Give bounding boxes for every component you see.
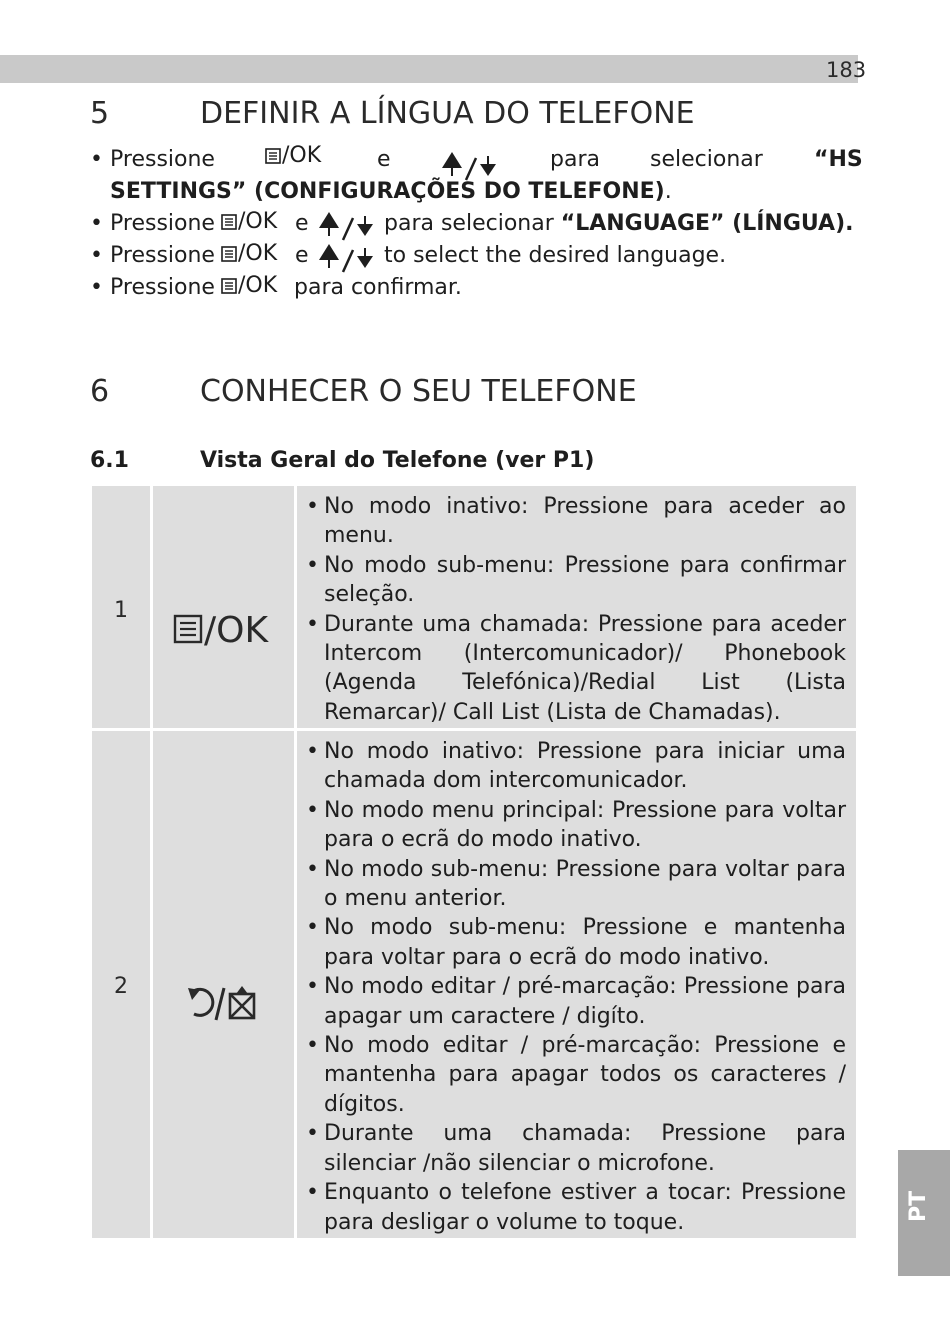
list-item: • No modo editar / pré-marcação: Pressione e mantenha para apagar todos os caracteres / dígitos.: [306, 1031, 846, 1119]
section-6-number: 6: [90, 374, 110, 409]
step-4-text: para confirmar.: [294, 275, 462, 300]
list-item: • No modo menu principal: Pressione para voltar para o ecrã do modo inativo.: [306, 796, 846, 855]
step-1-selecionar: selecionar: [650, 147, 763, 172]
step-1-hs: “HS: [814, 147, 863, 172]
menu-icon: [220, 213, 238, 231]
list-item: • No modo inativo: Pressione para aceder ao menu.: [306, 492, 846, 551]
ok-label: /OK: [282, 143, 322, 168]
row-1-number: 1: [114, 598, 128, 623]
step-3-e: e: [295, 243, 309, 268]
step-4: [90, 272, 860, 304]
subsection-number: 6.1: [90, 448, 129, 473]
list-item: • No modo sub-menu: Pressione e mantenha para voltar para o ecrã do modo inativo.: [306, 913, 846, 972]
step-2-pressione: Pressione: [110, 211, 215, 236]
step-2-plain: para selecionar: [384, 211, 561, 236]
back-delete-icon: [186, 984, 262, 1024]
step-2-bold: “LANGUAGE” (LÍNGUA).: [560, 211, 854, 236]
row-2-number: 2: [114, 974, 128, 999]
step-4-pressione: Pressione: [110, 275, 215, 300]
bullet-dot: •: [90, 275, 103, 300]
menu-ok-key: [264, 140, 321, 172]
menu-ok-key: [172, 610, 268, 651]
step-1: [90, 143, 863, 176]
list-item: • Durante uma chamada: Pressione para aceder Intercom (Intercomunicador)/ Phonebook (Agenda Telefónica)/Redial List (Lista Remarcar)/ Call List (Lista de Chamadas).: [306, 610, 846, 728]
row-1-key-cell: [153, 486, 294, 728]
step-1-dot: .: [664, 179, 672, 204]
step-1-para: para: [550, 147, 600, 172]
menu-ok-key: [220, 206, 277, 238]
header-bar: [0, 55, 858, 83]
section-5-title: DEFINIR A LÍNGUA DO TELEFONE: [200, 96, 695, 131]
language-tab: [898, 1150, 950, 1276]
step-3-pressione: Pressione: [110, 243, 215, 268]
menu-icon: [264, 147, 282, 165]
list-item: • No modo inativo: Pressione para iniciar uma chamada dom intercomunicador.: [306, 737, 846, 796]
row-1-description: [306, 492, 846, 727]
list-item: • No modo sub-menu: Pressione para confirmar seleção.: [306, 551, 846, 610]
menu-ok-icon: [172, 613, 204, 645]
step-3: [90, 240, 860, 272]
language-tab-label: PT: [906, 1190, 931, 1222]
bullet-dot: •: [90, 211, 103, 236]
row-1-key-label: /OK: [204, 610, 269, 651]
step-2-text: [384, 208, 854, 240]
section-6-title: CONHECER O SEU TELEFONE: [200, 374, 637, 409]
ok-label: /OK: [238, 273, 278, 298]
step-2-e: e: [295, 211, 309, 236]
list-item: • No modo sub-menu: Pressione para voltar para o menu anterior.: [306, 855, 846, 914]
menu-icon: [220, 245, 238, 263]
step-1-settings: SETTINGS” (CONFIGURAÇÕES DO TELEFONE): [110, 179, 665, 204]
page-number: 183: [826, 58, 867, 82]
menu-ok-key: [220, 270, 277, 302]
bullet-dot: •: [90, 147, 103, 172]
step-1-line-2: [110, 176, 672, 208]
step-1-e: e: [377, 147, 391, 172]
list-item: • No modo editar / pré-marcação: Pressione para apagar um caractere / digíto.: [306, 972, 846, 1031]
bullet-dot: •: [90, 243, 103, 268]
back-delete-key: [186, 984, 262, 1028]
list-item: • Durante uma chamada: Pressione para silenciar /não silenciar o microfone.: [306, 1119, 846, 1178]
step-1-pressione: Pressione: [110, 147, 215, 172]
ok-label: /OK: [238, 241, 278, 266]
row-2-description: [306, 737, 846, 1237]
step-2: [90, 208, 860, 240]
subsection-title: Vista Geral do Telefone (ver P1): [200, 448, 595, 473]
ok-label: /OK: [238, 209, 278, 234]
section-5-number: 5: [90, 96, 110, 131]
step-3-text: to select the desired language.: [384, 243, 727, 268]
menu-icon: [220, 277, 238, 295]
list-item: • Enquanto o telefone estiver a tocar: Pressione para desligar o volume to toque.: [306, 1178, 846, 1237]
menu-ok-key: [220, 238, 277, 270]
